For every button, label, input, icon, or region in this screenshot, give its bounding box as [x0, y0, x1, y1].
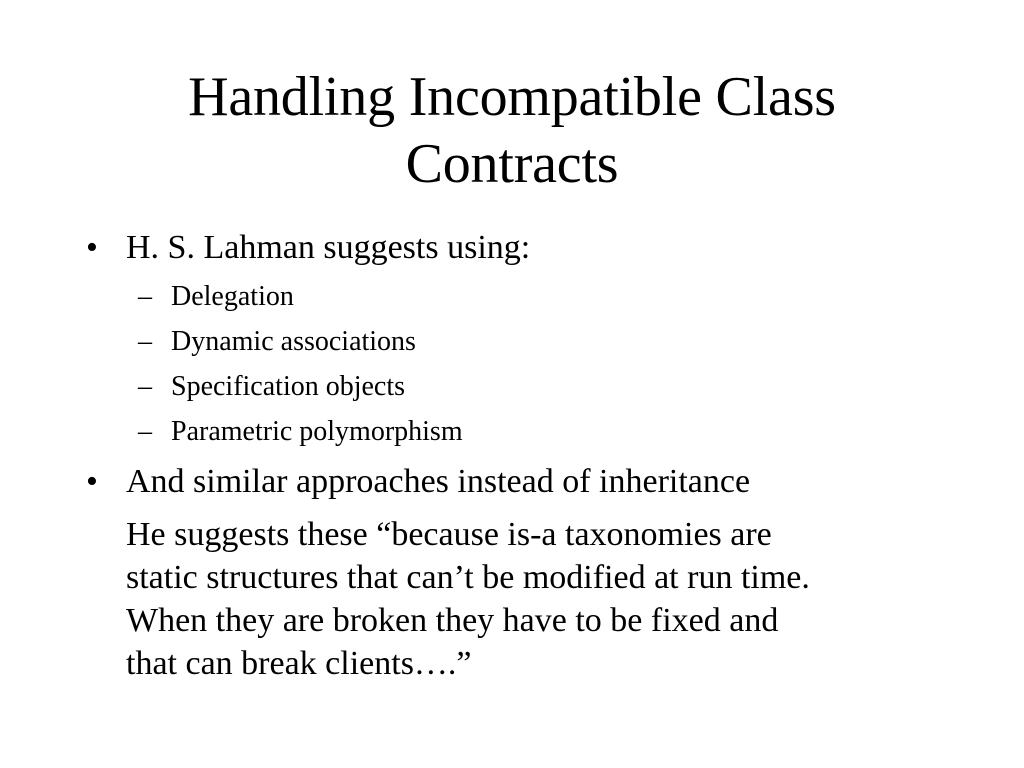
- bullet-text: H. S. Lahman suggests using:: [126, 229, 531, 266]
- sub-bullet-text: Dynamic associations: [171, 326, 416, 357]
- quote-line: When they are broken they have to be fixed and: [126, 602, 779, 639]
- dash-marker: –: [138, 371, 152, 402]
- quote-line: that can break clients….”: [126, 645, 472, 682]
- sub-bullet-text: Parametric polymorphism: [171, 416, 463, 447]
- sub-bullet-text: Specification objects: [171, 371, 406, 402]
- bullet-marker: •: [86, 229, 98, 266]
- quote-line: He suggests these “because is-a taxonomies are: [126, 516, 772, 553]
- slide-title-line-2: Contracts: [405, 133, 619, 195]
- slide-title-line-1: Handling Incompatible Class: [188, 66, 836, 128]
- dash-marker: –: [138, 416, 152, 447]
- bullet-marker: •: [86, 463, 98, 500]
- quote-line: static structures that can’t be modified at run time.: [126, 559, 810, 596]
- dash-marker: –: [138, 326, 152, 357]
- bullet-text: And similar approaches instead of inheritance: [126, 463, 751, 500]
- sub-bullet-text: Delegation: [171, 281, 294, 312]
- slide-title: [60, 64, 964, 198]
- quote-paragraph: [126, 513, 986, 685]
- dash-marker: –: [138, 281, 152, 312]
